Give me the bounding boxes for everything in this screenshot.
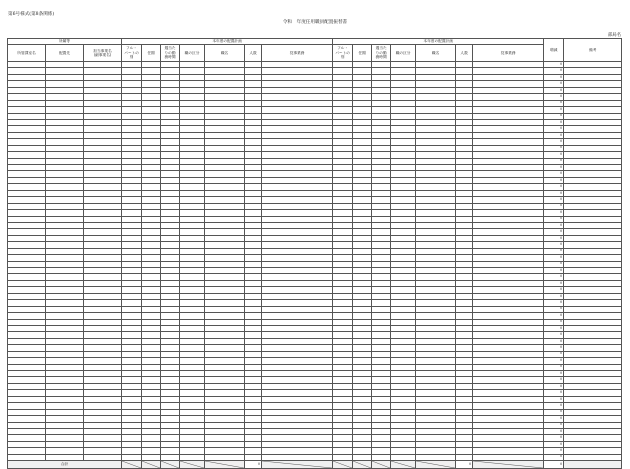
diagonal-line [205,461,244,468]
change-cell: 0 [544,165,564,171]
change-cell: 0 [544,325,564,331]
total-diagonal-cell [353,461,372,469]
change-cell: 0 [544,222,564,228]
total-note-cell [564,461,622,469]
total-diagonal-cell [333,461,353,469]
change-cell: 0 [544,132,564,138]
change-cell: 0 [544,216,564,222]
group-next-plan: 本年度の配置計画 [333,39,544,45]
diagonal-line [473,461,543,468]
diagonal-line [262,461,332,468]
change-cell: 0 [544,280,564,286]
change-cell: 0 [544,371,564,377]
change-cell: 0 [544,416,564,422]
change-cell: 0 [544,403,564,409]
change-cell: 0 [544,383,564,389]
change-cell: 0 [544,306,564,312]
diagonal-line [122,461,141,468]
total-diagonal-cell [473,461,544,469]
diagonal-line [180,461,204,468]
total-diagonal-cell [416,461,456,469]
change-cell: 0 [544,158,564,164]
diagonal-line [333,461,352,468]
change-cell: 0 [544,274,564,280]
change-cell: 0 [544,190,564,196]
change-cell: 0 [544,152,564,158]
header-placement: 配置先 [46,45,84,62]
department-label: 部局名 [607,33,621,38]
change-cell: 0 [544,293,564,299]
header-note: 備考 [564,39,622,62]
header-term-next: 任期 [353,45,372,62]
change-cell: 0 [544,113,564,119]
change-cell: 0 [544,119,564,125]
change-cell: 0 [544,87,564,93]
header-count: 人数 [245,45,262,62]
total-diagonal-cell [372,461,391,469]
group-current-plan: 本年度の配置計画 [122,39,333,45]
change-cell: 0 [544,300,564,306]
change-cell: 0 [544,242,564,248]
change-cell: 0 [544,171,564,177]
change-cell: 0 [544,139,564,145]
header-job-title-next: 職名 [416,45,456,62]
header-job-class: 職の区分 [180,45,205,62]
total-diagonal-cell [142,461,161,469]
change-total: 0 [544,461,564,469]
total-label: 合計 [8,461,122,469]
header-duty-next: 従事業務 [473,45,544,62]
total-diagonal-cell [122,461,142,469]
change-cell: 0 [544,390,564,396]
change-cell: 0 [544,74,564,80]
next-total-count: 0 [456,461,473,469]
change-cell: 0 [544,409,564,415]
header-term: 任期 [142,45,161,62]
change-cell: 0 [544,428,564,434]
change-cell: 0 [544,332,564,338]
change-cell: 0 [544,81,564,87]
diagonal-line [161,461,179,468]
change-cell: 0 [544,62,564,68]
change-cell: 0 [544,422,564,428]
total-diagonal-cell [391,461,416,469]
change-cell: 0 [544,229,564,235]
change-cell: 0 [544,184,564,190]
total-diagonal-cell [262,461,333,469]
change-cell: 0 [544,145,564,151]
change-cell: 0 [544,338,564,344]
diagonal-line [142,461,160,468]
change-cell: 0 [544,268,564,274]
header-job-class-next: 職の区分 [391,45,416,62]
header-project: 担当事業名 (細事業名) [84,45,122,62]
change-cell: 0 [544,210,564,216]
change-cell: 0 [544,261,564,267]
header-dept-name: 所管課室名 [8,45,46,62]
change-cell: 0 [544,177,564,183]
change-cell: 0 [544,203,564,209]
change-cell: 0 [544,377,564,383]
change-cell: 0 [544,94,564,100]
change-cell: 0 [544,313,564,319]
header-change: 増減 [544,39,564,62]
change-cell: 0 [544,68,564,74]
total-diagonal-cell [180,461,205,469]
diagonal-line [416,461,455,468]
header-fulltime: フル・ パートの 別 [122,45,142,62]
header-hours: 週当た りの勤 務時間 [161,45,180,62]
change-cell: 0 [544,235,564,241]
change-cell: 0 [544,448,564,454]
change-cell: 0 [544,255,564,261]
form-number: 第6号様式(第8条関係) [8,12,55,17]
change-cell: 0 [544,287,564,293]
header-duty: 従事業務 [262,45,333,62]
change-cell: 0 [544,126,564,132]
current-total-count: 0 [245,461,262,469]
change-cell: 0 [544,319,564,325]
change-cell: 0 [544,100,564,106]
change-cell: 0 [544,435,564,441]
change-cell: 0 [544,364,564,370]
group-affiliation: 所属等 [8,39,122,45]
change-cell: 0 [544,107,564,113]
header-count-next: 人数 [456,45,473,62]
change-cell: 0 [544,441,564,447]
document-title: 令和 年度任用職員配置振替書 [282,20,348,25]
change-cell: 0 [544,248,564,254]
diagonal-line [391,461,415,468]
diagonal-line [353,461,371,468]
change-cell: 0 [544,351,564,357]
total-diagonal-cell [161,461,180,469]
change-cell: 0 [544,396,564,402]
change-cell: 0 [544,197,564,203]
header-job-title: 職名 [205,45,245,62]
header-hours-next: 週当た りの勤 務時間 [372,45,391,62]
header-fulltime-next: フル・ パートの 別 [333,45,353,62]
change-cell: 0 [544,345,564,351]
change-cell: 0 [544,358,564,364]
change-cell: 0 [544,454,564,460]
allocation-table [7,38,622,469]
diagonal-line [372,461,390,468]
total-diagonal-cell [205,461,245,469]
